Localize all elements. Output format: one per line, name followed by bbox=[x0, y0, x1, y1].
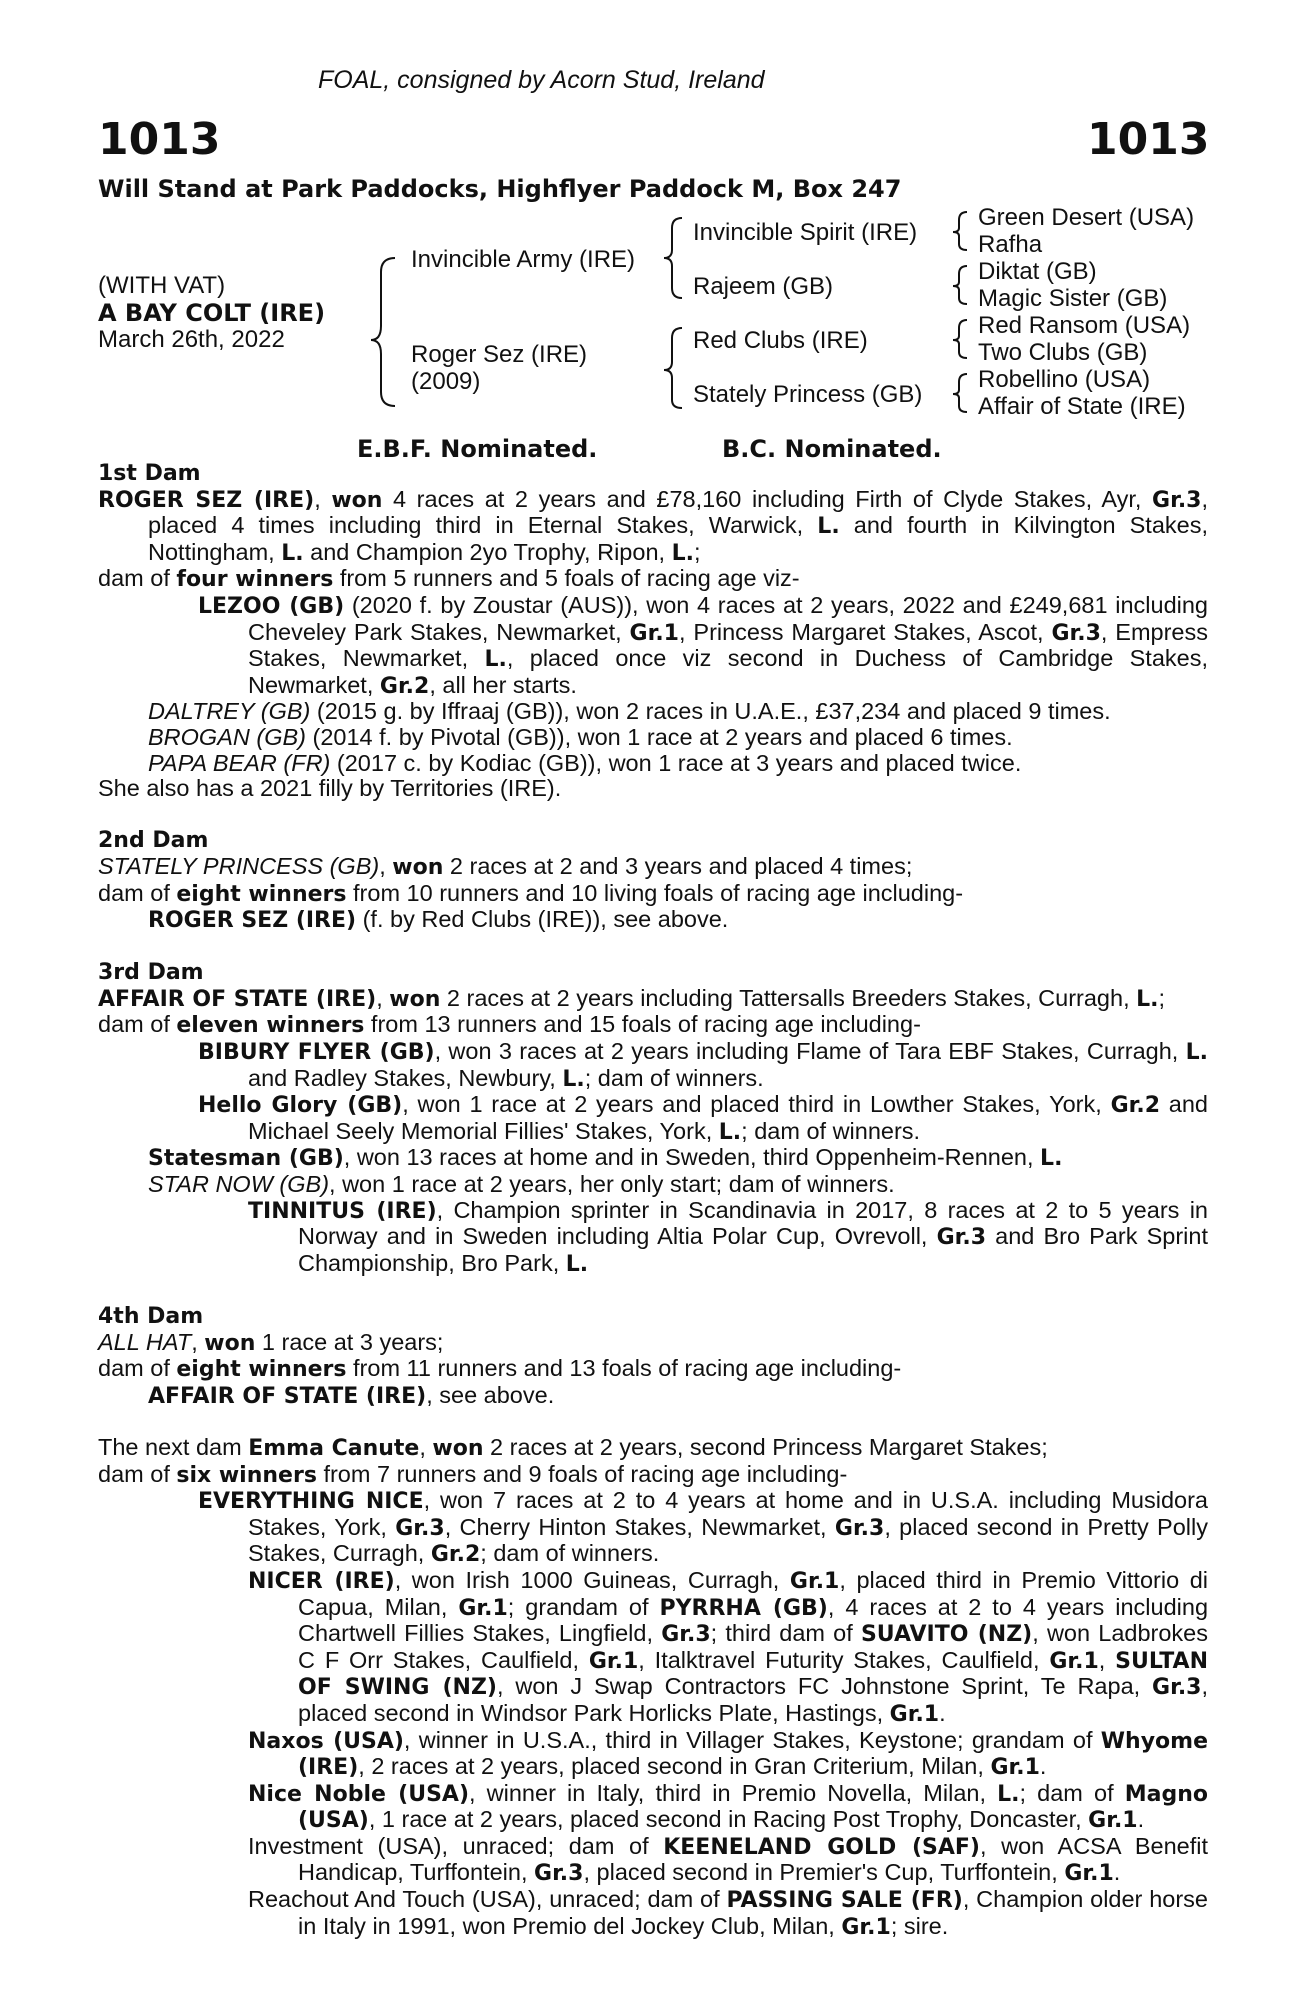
vat-note: (WITH VAT) bbox=[98, 272, 226, 299]
sds: Diktat (GB) bbox=[978, 258, 1097, 285]
horse-name: A BAY COLT (IRE) bbox=[98, 299, 326, 327]
produce-reachout: Reachout And Touch (USA), unraced; dam of PASSING SALE (FR), Champion older horse in Italy in 1991, won Premio del Jockey Club, Milan, Gr.1; sire. bbox=[248, 1886, 1208, 1940]
sire-dam: Rajeem (GB) bbox=[693, 273, 834, 300]
sss: Green Desert (USA) bbox=[978, 204, 1195, 231]
ssd: Rafha bbox=[978, 231, 1043, 258]
produce-star-now: STAR NOW (GB), won 1 race at 2 years, her only start; dam of winners. bbox=[148, 1171, 895, 1198]
next-dam-entry: The next dam Emma Canute, won 2 races at 2 years, second Princess Margaret Stakes; bbox=[98, 1433, 1048, 1461]
produce-hello-glory: Hello Glory (GB), won 1 race at 2 years and placed third in Lowther Stakes, York, Gr.2 and Michael Seely Memorial Fillies' Stakes, York, L.; dam of winners. bbox=[198, 1091, 1208, 1145]
sire-sire: Invincible Spirit (IRE) bbox=[693, 219, 918, 246]
second-dam-produce: dam of eight winners from 10 runners and 10 living foals of racing age including- bbox=[98, 879, 964, 907]
bc-nomination: B.C. Nominated. bbox=[722, 435, 942, 463]
sire-name: Invincible Army (IRE) bbox=[411, 246, 636, 273]
stand-location: Will Stand at Park Paddocks, Highflyer Paddock M, Box 247 bbox=[98, 175, 902, 203]
produce-daltrey: DALTREY (GB) (2015 g. by Iffraaj (GB)), won 2 races in U.A.E., £37,234 and placed 9 times. bbox=[148, 698, 1111, 725]
heading-2nd-dam: 2nd Dam bbox=[98, 828, 209, 854]
dss: Red Ransom (USA) bbox=[978, 312, 1191, 339]
third-dam-produce: dam of eleven winners from 13 runners and 15 foals of racing age including- bbox=[98, 1011, 921, 1039]
lot-number-left: 1013 bbox=[98, 114, 221, 165]
sdd: Magic Sister (GB) bbox=[978, 285, 1168, 312]
consignment-line: FOAL, consigned by Acorn Stud, Ireland bbox=[318, 66, 765, 94]
dam-sire: Red Clubs (IRE) bbox=[693, 327, 868, 354]
fourth-dam-affair: AFFAIR OF STATE (IRE), see above. bbox=[148, 1381, 555, 1409]
dsd: Two Clubs (GB) bbox=[978, 339, 1148, 366]
dam-year: (2009) bbox=[411, 368, 481, 395]
next-dam-produce: dam of six winners from 7 runners and 9 foals of racing age including- bbox=[98, 1460, 848, 1488]
produce-nice-noble: Nice Noble (USA), winner in Italy, third in Premio Novella, Milan, L.; dam of Magno (USA), 1 race at 2 years, placed second in Racing Post Trophy, Doncaster, Gr.1. bbox=[248, 1779, 1208, 1834]
first-dam-produce: dam of four winners from 5 runners and 5 foals of racing age viz- bbox=[98, 565, 800, 593]
produce-nicer: NICER (IRE), won Irish 1000 Guineas, Curragh, Gr.1, placed third in Premio Vittorio di Capua, Milan, Gr.1; grandam of PYRRHA (GB), 4 races at 2 to 4 years including Chartwell Fillies Stakes, Lingfield, Gr.3; third dam of SUAVITO (NZ), won Ladbrokes C F Orr Stakes, Caulfield, Gr.1, Italktravel Futurity Stakes, Caulfield, Gr.1, SULTAN OF SWING (NZ), won J Swap Contractors FC Johnstone Sprint, Te Rapa, Gr.3, placed second in Windsor Park Horlicks Plate, Hastings, Gr.1. bbox=[248, 1566, 1209, 1727]
dam-name: Roger Sez (IRE) bbox=[411, 341, 588, 368]
heading-3rd-dam: 3rd Dam bbox=[98, 960, 204, 986]
produce-lezoo: LEZOO (GB) (2020 f. by Zoustar (AUS)), won 4 races at 2 years, 2022 and £249,681 including Cheveley Park Stakes, Newmarket, Gr.1, Princess Margaret Stakes, Ascot, Gr.3, Empress Stakes, Newmarket, L., placed once viz second in Duchess of Cambridge Stakes, Newmarket, Gr.2, all her starts. bbox=[198, 591, 1208, 699]
produce-statesman: Statesman (GB), won 13 races at home and in Sweden, third Oppenheim-Rennen, L. bbox=[148, 1144, 1063, 1172]
produce-investment: Investment (USA), unraced; dam of KEENELAND GOLD (SAF), won ACSA Benefit Handicap, Turffontein, Gr.3, placed second in Premier's Cup, Turffontein, Gr.1. bbox=[248, 1832, 1208, 1887]
produce-brogan: BROGAN (GB) (2014 f. by Pivotal (GB)), won 1 race at 2 years and placed 6 times. bbox=[148, 723, 1013, 750]
ebf-nomination: E.B.F. Nominated. bbox=[357, 435, 598, 463]
produce-tinnitus: TINNITUS (IRE), Champion sprinter in Scandinavia in 2017, 8 races at 2 to 5 years in Norway and in Sweden including Altia Polar Cup, Ovrevoll, Gr.3 and Bro Park Sprint Championship, Bro Park, L. bbox=[248, 1196, 1208, 1277]
heading-4th-dam: 4th Dam bbox=[98, 1304, 204, 1329]
dds: Robellino (USA) bbox=[978, 366, 1151, 393]
lot-number-right: 1013 bbox=[1087, 114, 1210, 165]
produce-bibury-flyer: BIBURY FLYER (GB), won 3 races at 2 years including Flame of Tara EBF Stakes, Curragh, L. and Radley Stakes, Newbury, L.; dam of winners. bbox=[198, 1038, 1208, 1092]
third-dam-entry: AFFAIR OF STATE (IRE), won 2 races at 2 years including Tattersalls Breeders Stakes, Curragh, L.; bbox=[98, 984, 1166, 1012]
second-dam-roger-sez: ROGER SEZ (IRE) (f. by Red Clubs (IRE)), see above. bbox=[148, 906, 729, 934]
fourth-dam-produce: dam of eight winners from 11 runners and 13 foals of racing age including- bbox=[98, 1355, 902, 1383]
first-dam-entry: ROGER SEZ (IRE), won 4 races at 2 years and £78,160 including Firth of Clyde Stakes, Ayr, Gr.3, placed 4 times including third in Eternal Stakes, Warwick, L. and fourth in Kilvington Stakes, Nottingham, L. and Champion 2yo Trophy, Ripon, L.; bbox=[98, 485, 1209, 566]
produce-naxos: Naxos (USA), winner in U.S.A., third in Villager Stakes, Keystone; grandam of Whyome (IRE), 2 races at 2 years, placed second in Gran Criterium, Milan, Gr.1. bbox=[248, 1726, 1208, 1781]
ddd: Affair of State (IRE) bbox=[978, 393, 1186, 420]
foaling-date: March 26th, 2022 bbox=[98, 326, 285, 353]
produce-filly-2021: She also has a 2021 filly by Territories (IRE). bbox=[98, 775, 562, 802]
second-dam-entry: STATELY PRINCESS (GB), won 2 races at 2 and 3 years and placed 4 times; bbox=[98, 852, 913, 880]
produce-everything-nice: EVERYTHING NICE, won 7 races at 2 to 4 years at home and in U.S.A. including Musidora Stakes, York, Gr.3, Cherry Hinton Stakes, Newmarket, Gr.3, placed second in Pretty Polly Stakes, Curragh, Gr.2; dam of winners. bbox=[198, 1487, 1208, 1568]
dam-dam: Stately Princess (GB) bbox=[693, 381, 923, 408]
family-text bbox=[98, 460, 1208, 1940]
fourth-dam-entry: ALL HAT, won 1 race at 3 years; bbox=[98, 1328, 444, 1356]
produce-papa-bear: PAPA BEAR (FR) (2017 c. by Kodiac (GB)), won 1 race at 3 years and placed twice. bbox=[148, 749, 1022, 776]
heading-1st-dam: 1st Dam bbox=[98, 461, 201, 486]
